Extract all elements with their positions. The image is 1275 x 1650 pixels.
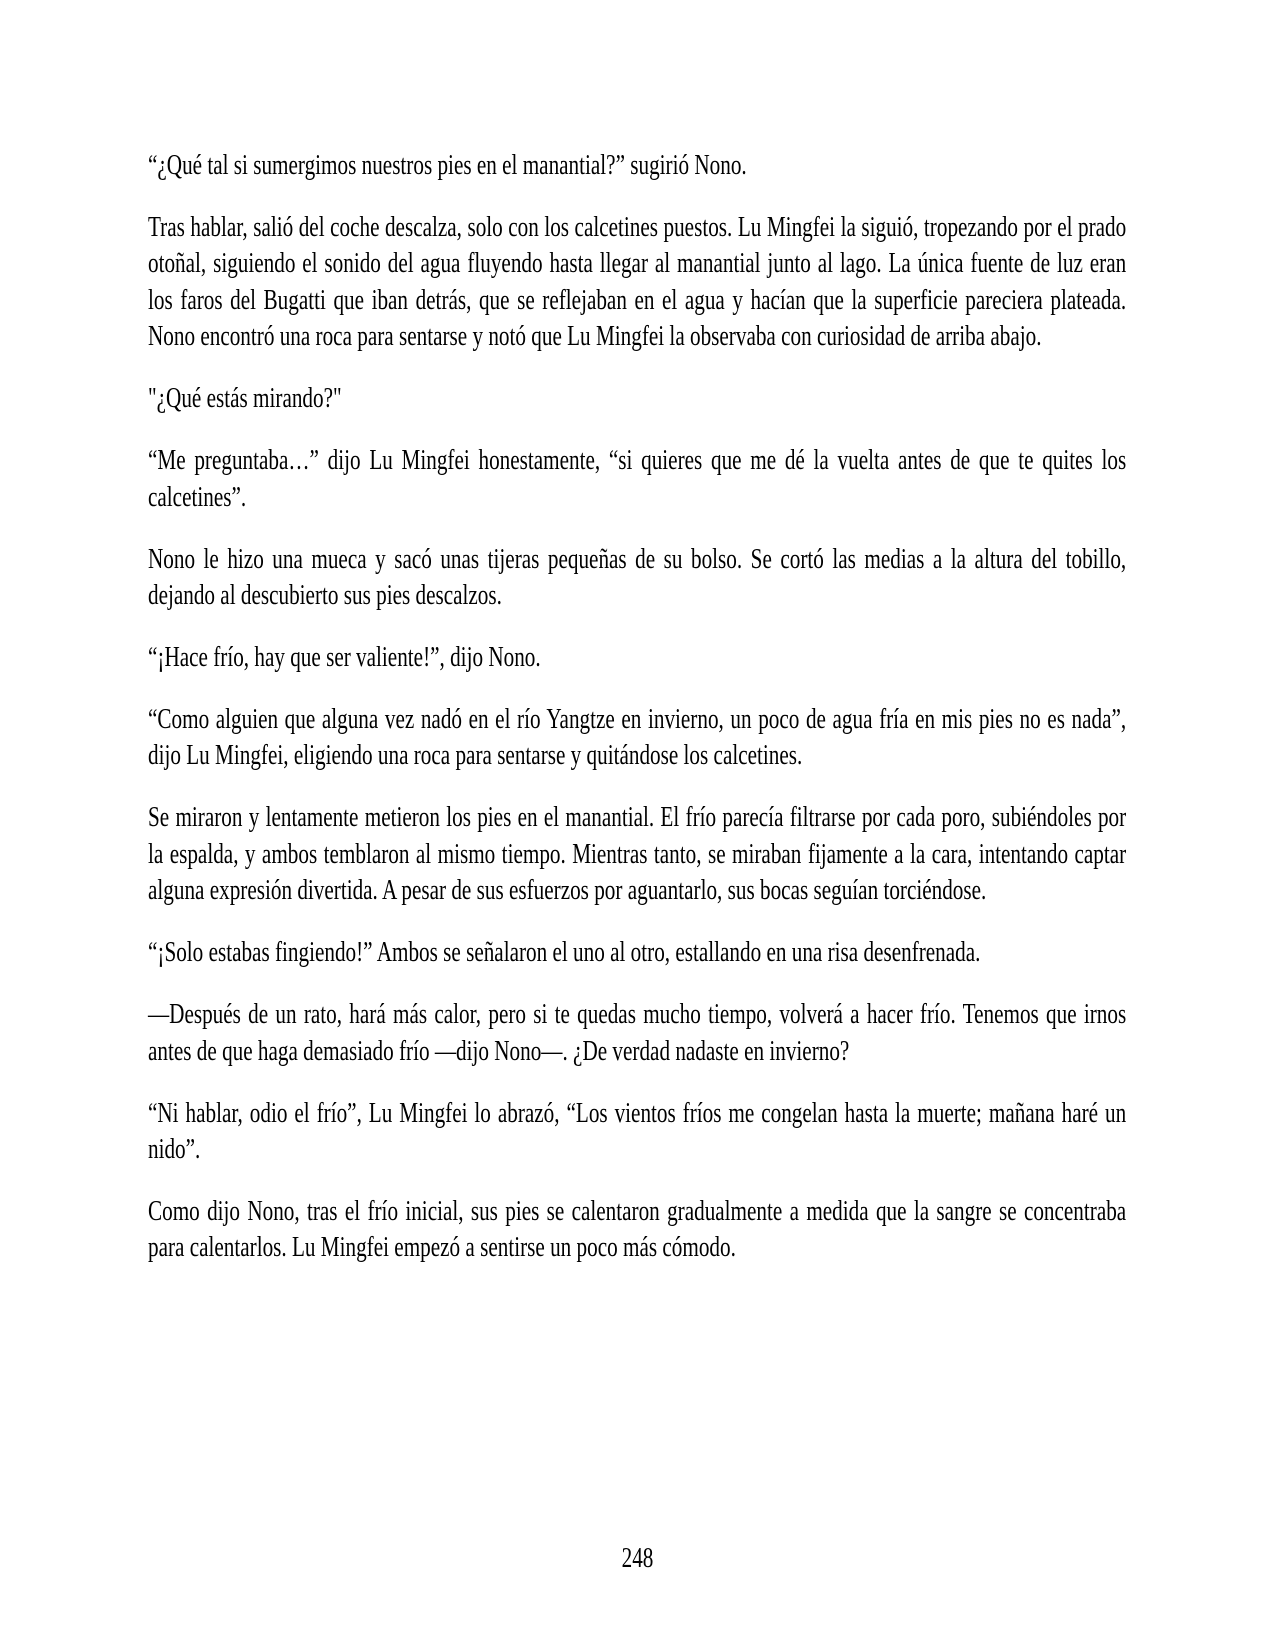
paragraph: "¿Qué estás mirando?" bbox=[148, 382, 342, 415]
body-text bbox=[148, 147, 1126, 1266]
page-number: 248 bbox=[621, 1542, 654, 1574]
paragraph: “¿Qué tal si sumergimos nuestros pies en el manantial?” sugirió Nono. bbox=[148, 149, 747, 181]
paragraph: “Como alguien que alguna vez nadó en el río Yangtze en invierno, un poco de agua fría en mis pies no es nada”, dijo Lu Mingfei, eligiendo una roca para sentarse y quitándose los calcetines. bbox=[148, 703, 1127, 772]
paragraph: Se miraron y lentamente metieron los pies en el manantial. El frío parecía filtrarse por cada poro, subiéndoles por la espalda, y ambos temblaron al mismo tiempo. Mientras tanto, se miraban fijamente a la cara, intentando captar alguna expresión divertida. A pesar de sus esfuerzos por aguantarlo, sus bocas seguían torciéndose. bbox=[148, 801, 1127, 907]
paragraph: —Después de un rato, hará más calor, pero si te quedas mucho tiempo, volverá a hacer frío. Tenemos que irnos antes de que haga demasiado frío —dijo Nono—. ¿De verdad nadaste en invierno? bbox=[148, 998, 1127, 1067]
paragraph: Como dijo Nono, tras el frío inicial, sus pies se calentaron gradualmente a medida que la sangre se concentraba para calentarlos. Lu Mingfei empezó a sentirse un poco más cómodo. bbox=[148, 1195, 1127, 1264]
paragraph: “¡Solo estabas fingiendo!” Ambos se señalaron el uno al otro, estallando en una risa desenfrenada. bbox=[148, 936, 981, 969]
paragraph: “¡Hace frío, hay que ser valiente!”, dijo Nono. bbox=[148, 641, 541, 674]
paragraph: Tras hablar, salió del coche descalza, solo con los calcetines puestos. Lu Mingfei la siguió, tropezando por el prado otoñal, siguiendo el sonido del agua fluyendo hasta llegar al manantial junto al lago. La única fuente de luz eran los faros del Bugatti que iban detrás, que se reflejaban en el agua y hacían que la superficie pareciera plateada. Nono encontró una roca para sentarse y notó que Lu Mingfei la observaba con curiosidad de arriba abajo. bbox=[148, 211, 1127, 353]
paragraph: Nono le hizo una mueca y sacó unas tijeras pequeñas de su bolso. Se cortó las medias a la altura del tobillo, dejando al descubierto sus pies descalzos. bbox=[148, 542, 1127, 612]
paragraph: “Me preguntaba…” dijo Lu Mingfei honestamente, “si quieres que me dé la vuelta antes de que te quites los calcetines”. bbox=[148, 444, 1127, 513]
paragraph: “Ni hablar, odio el frío”, Lu Mingfei lo abrazó, “Los vientos fríos me congelan hasta la muerte; mañana haré un nido”. bbox=[148, 1096, 1127, 1166]
